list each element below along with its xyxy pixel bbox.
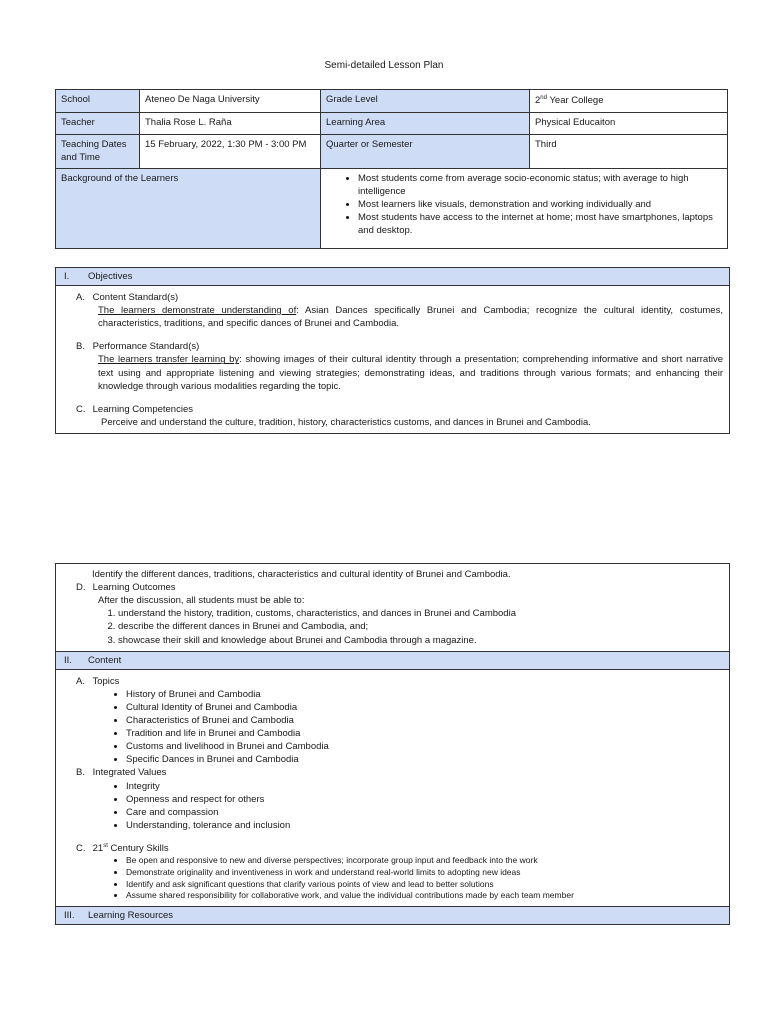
objectives-section: I. Objectives A. Content Standard(s) The learners demonstrate understanding of: Asian Dances specifically Brunei and Cambodia; recognize the cultural identity, costumes, characteristics, traditions, and specific dances of Brunei and Cambodia. B. Performance Standard(s) The learners transfer learning by: showing images of their cultural identity through a presentation; comprehending informative and short narrative text using and appropriate listening and viewing strategies; demonstrating ideas, and traditions through various formats; and enhancing their knowledge through various modalities regarding the topic. C. Learning Competencies Perceive and understand the culture, tradition, history, characteristics customs, and dances in Brunei and Cambodia. — [55, 267, 730, 434]
background-item: • Most students have access to the internet at home; most have smartphones, laptops and desktop. — [358, 212, 722, 238]
school-value: Ateneo De Naga University — [140, 90, 321, 113]
resources-header: III. Learning Resources — [56, 907, 729, 924]
list-item: 2. describe the different dances in Brunei and Cambodia, and; — [118, 620, 723, 633]
background-value — [321, 169, 728, 249]
list-item: • Specific Dances in Brunei and Cambodia — [126, 753, 723, 766]
list-item: • Be open and responsive to new and diverse perspectives; incorporate group input and feedback into the work — [126, 855, 723, 867]
background-item: • Most students come from average socio-economic status; with average to high intelligence — [358, 173, 722, 199]
content-standard-title: Content Standard(s) — [92, 292, 179, 303]
quarter-label: Quarter or Semester — [321, 134, 530, 169]
teacher-value: Thalia Rose L. Raña — [140, 112, 321, 134]
list-item: • Tradition and life in Brunei and Cambodia — [126, 727, 723, 740]
area-value: Physical Educaiton — [530, 112, 728, 134]
competencies-title: Learning Competencies — [92, 403, 193, 415]
content-header: II. Content — [56, 652, 729, 670]
list-item: • Integrity — [126, 780, 723, 793]
area-label: Learning Area — [321, 112, 530, 134]
list-item: • Care and compassion — [126, 806, 723, 819]
content-standard-text: The learners demonstrate understanding of: Asian Dances specifically Brunei and Cambodia; recognize the cultural identity, costumes, characteristics, traditions, and specific dances of Brunei and Cambodia. — [98, 305, 723, 330]
values-title: Integrated Values — [92, 767, 167, 779]
dates-label: Teaching Dates and Time — [56, 134, 140, 169]
list-item: • Customs and livelihood in Brunei and Cambodia — [126, 740, 723, 753]
list-item: 1. understand the history, tradition, customs, characteristics, and dances in Brunei and Cambodia — [118, 607, 723, 620]
outcomes-list — [64, 607, 723, 646]
competency-line: Identify the different dances, traditions, characteristics and cultural identity of Brunei and Cambodia. — [92, 569, 511, 580]
list-item: • Cultural Identity of Brunei and Cambodia — [126, 701, 723, 714]
performance-standard-title: Performance Standard(s) — [92, 341, 200, 353]
list-item: • Openness and respect for others — [126, 793, 723, 806]
grade-value: 2nd Year College — [530, 90, 728, 113]
info-table — [55, 89, 728, 249]
values-list — [64, 780, 723, 832]
performance-standard-text: The learners transfer learning by: showing images of their cultural identity through a presentation; comprehending informative and short narrative text using and appropriate listening and viewing strategies; demonstrating ideas, and traditions through various formats; and enhancing their knowledge through various modalities regarding the topic. — [98, 354, 724, 392]
competencies-text: Perceive and understand the culture, tradition, history, characteristics customs, and dances in Brunei and Cambodia. — [101, 416, 591, 428]
list-item: • Characteristics of Brunei and Cambodia — [126, 714, 723, 727]
topics-list — [64, 688, 723, 767]
list-item: 3. showcase their skill and knowledge about Brunei and Cambodia through a magazine. — [118, 634, 723, 647]
list-item: • Assume shared responsibility for collaborative work, and value the individual contributions made by each team member — [126, 890, 723, 902]
list-item: • Identify and ask significant questions that clarify various points of view and lead to better solutions — [126, 879, 723, 891]
teacher-label: Teacher — [56, 112, 140, 134]
quarter-value: Third — [530, 134, 728, 169]
skills-title: C. 21st Century Skills — [76, 842, 169, 855]
continued-section: Identify the different dances, traditions, characteristics and cultural identity of Brunei and Cambodia. D. Learning Outcomes After the discussion, all students must be able to: 1. understand the history, tradition, customs, characteristics, and dances in Brunei and Cambodia 2. describe the different dances in Brunei and Cambodia, and; 3. showcase their skill and knowledge about Brunei and Cambodia through a magazine. II. Content A. Topics • History of Brunei and Cambodia • Cultural Identity of Brunei and Cambodia • Characteristics of Brunei and Cambodia • Tradition and life in Brunei and Cambodia • Customs and livelihood in Brunei and Cambodia • Specific Dances in Brunei and Cambodia B. Integrated Values • Integrity • Openness and respect for others • Care and compassion • Understanding, tolerance and inclusion C. 21st Century Skills • Be open and responsive to new and diverse perspectives; incorporate group input and feedback into the work • Demonstrate originality and inventiveness in work and understand real-world limits to adopting new ideas • Identify and ask significant questions that clarify various points of view and lead to better solutions • Assume shared responsibility for collaborative work, and value the individual contributions made by each team member III. Learning Resources — [55, 563, 730, 925]
skills-list — [64, 855, 723, 902]
outcomes-intro: After the discussion, all students must be able to: — [98, 595, 305, 607]
list-item: • Understanding, tolerance and inclusion — [126, 819, 723, 832]
objectives-header: I. Objectives — [56, 268, 729, 286]
grade-label: Grade Level — [321, 90, 530, 113]
list-item: • Demonstrate originality and inventiveness in work and understand real-world limits to adopting new ideas — [126, 867, 723, 879]
background-label: Background of the Learners — [56, 169, 321, 249]
school-label: School — [56, 90, 140, 113]
background-item: • Most learners like visuals, demonstration and working individually and — [358, 199, 722, 212]
list-item: • History of Brunei and Cambodia — [126, 688, 723, 701]
dates-value: 15 February, 2022, 1:30 PM - 3:00 PM — [140, 134, 321, 169]
page-title: Semi-detailed Lesson Plan — [324, 60, 444, 71]
outcomes-title: Learning Outcomes — [92, 582, 176, 594]
topics-title: Topics — [92, 675, 120, 687]
